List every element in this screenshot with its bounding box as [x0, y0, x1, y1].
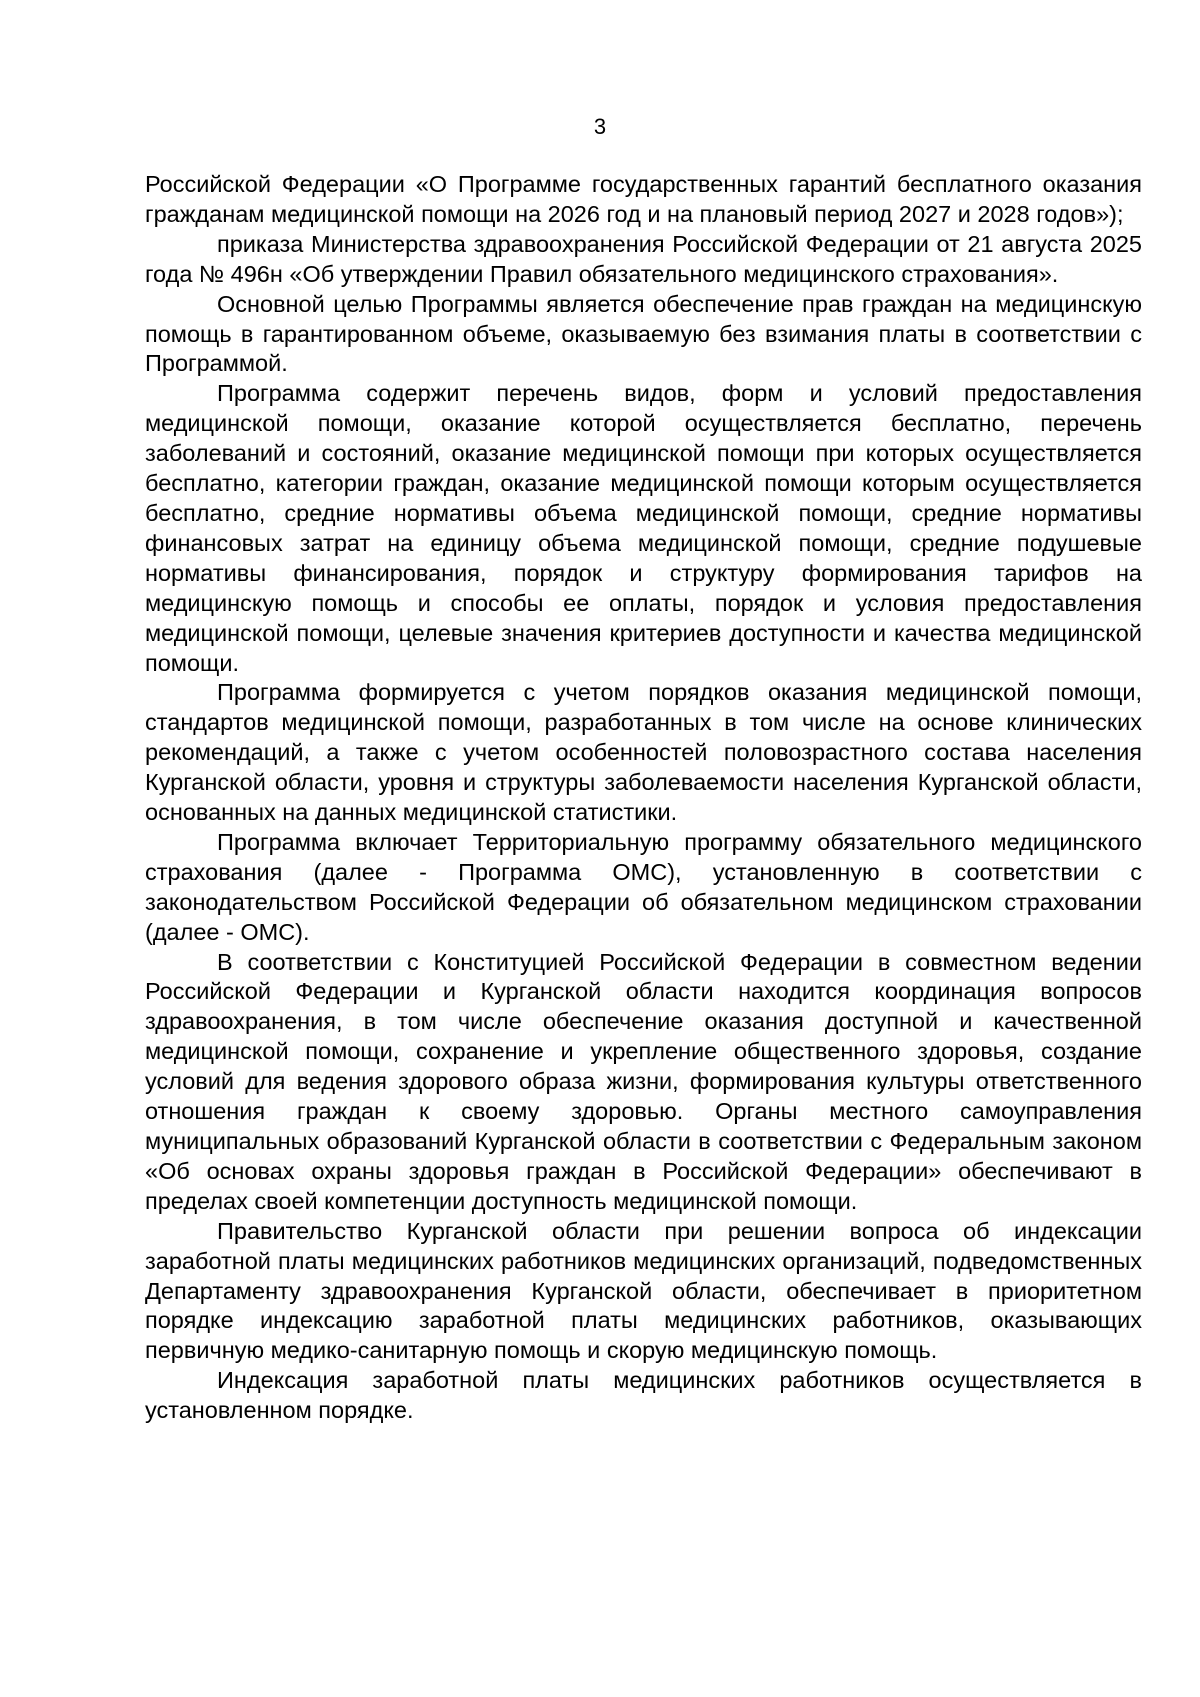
paragraph-3: Основной целью Программы является обеспечение прав граждан на медицинскую помощь в гарантированном объеме, оказываемую без взимания платы в соответствии с Программой. [145, 290, 1142, 377]
paragraph-9: Индексация заработной платы медицинских работников осуществляется в установленном порядке. [145, 1367, 1142, 1424]
paragraph-4: Программа содержит перечень видов, форм и условий предоставления медицинской помощи, оказание которой осуществляется бесплатно, перечень заболеваний и состояний, оказание медицинской помощи при которых осуществляется бесплатно, категории граждан, оказание медицинской помощи которым осуществляется бесплатно, средние нормативы объема медицинской помощи, средние нормативы финансовых затрат на единицу объема медицинской помощи, средние подушевые нормативы финансирования, порядок и структуру формирования тарифов на медицинскую помощь и способы ее оплаты, порядок и условия предоставления медицинской помощи, целевые значения критериев доступности и качества медицинской помощи. [145, 380, 1142, 676]
paragraph-6: Программа включает Территориальную программу обязательного медицинского страхования (далее - Программа ОМС), установленную в соответствии с законодательством Российской Федерации об обязательном медицинском страховании (далее - ОМС). [145, 828, 1142, 945]
page-number: 3 [593, 114, 607, 139]
document-body [145, 170, 1142, 1426]
paragraph-2: приказа Министерства здравоохранения Российской Федерации от 21 августа 2025 года № 496н «Об утверждении Правил обязательного медицинского страхования». [145, 230, 1142, 287]
paragraph-5: Программа формируется с учетом порядков оказания медицинской помощи, стандартов медицинской помощи, разработанных в том числе на основе клинических рекомендаций, а также с учетом особенностей половозрастного состава населения Курганской области, уровня и структуры заболеваемости населения Курганской области, основанных на данных медицинской статистики. [145, 679, 1142, 826]
paragraph-1: Российской Федерации «О Программе государственных гарантий бесплатного оказания гражданам медицинской помощи на 2026 год и на плановый период 2027 и 2028 годов»); [145, 171, 1142, 227]
paragraph-7: В соответствии с Конституцией Российской Федерации в совместном ведении Российской Федерации и Курганской области находится координация вопросов здравоохранения, в том числе обеспечение оказания доступной и качественной медицинской помощи, сохранение и укрепление общественного здоровья, создание условий для ведения здорового образа жизни, формирования культуры ответственного отношения граждан к своему здоровью. Органы местного самоуправления муниципальных образований Курганской области в соответствии с Федеральным законом «Об основах охраны здоровья граждан в Российской Федерации» обеспечивают в пределах своей компетенции доступность медицинской помощи. [145, 948, 1142, 1214]
paragraph-8: Правительство Курганской области при решении вопроса об индексации заработной платы медицинских работников медицинских организаций, подведомственных Департаменту здравоохранения Курганской области, обеспечивает в приоритетном порядке индексацию заработной платы медицинских работников, оказывающих первичную медико-санитарную помощь и скорую медицинскую помощь. [145, 1217, 1142, 1364]
